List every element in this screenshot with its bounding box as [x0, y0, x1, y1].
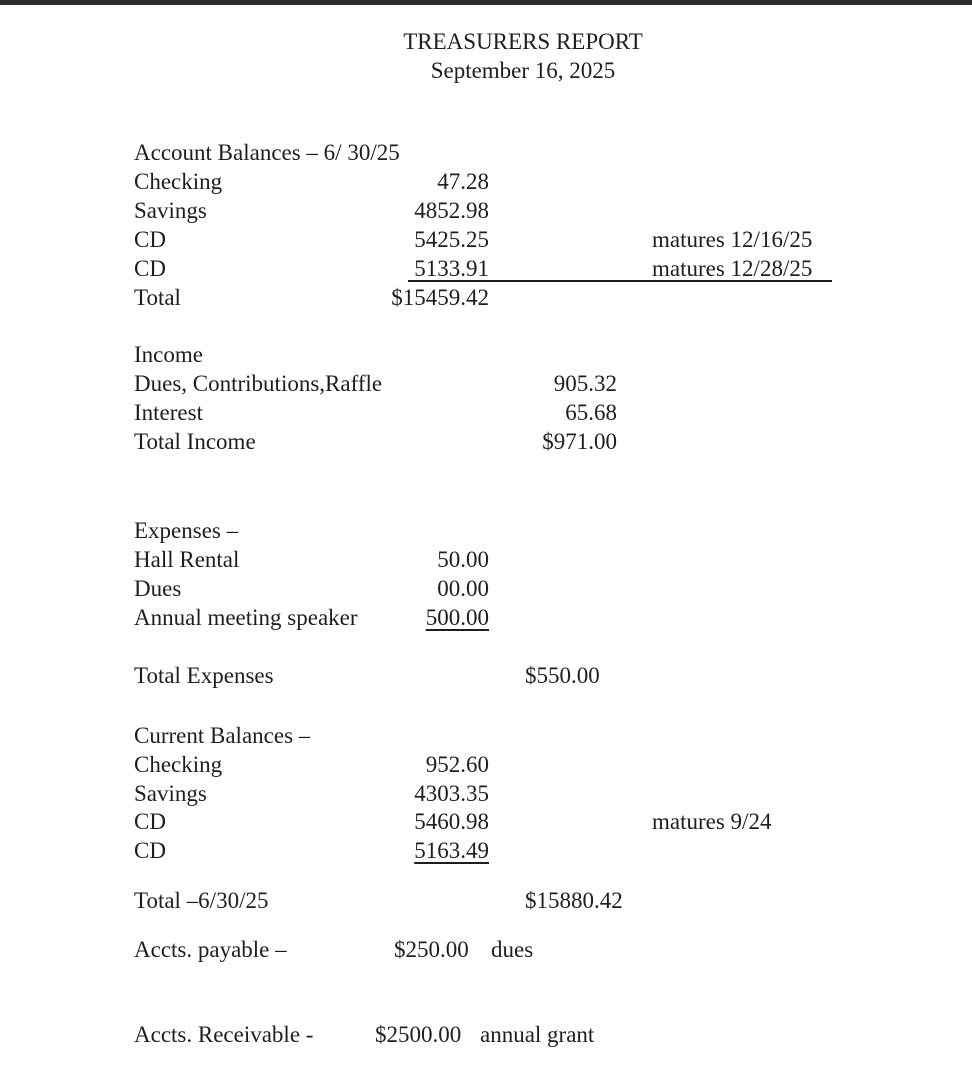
- table-row: [0, 576, 972, 604]
- row-amount: 952.60: [425, 752, 489, 777]
- report-title: TREASURERS REPORT: [403, 29, 643, 54]
- table-row: [0, 752, 972, 780]
- table-row: [0, 227, 972, 255]
- table-row-total-expenses: [0, 663, 972, 691]
- row-amount: 5460.98: [414, 809, 489, 834]
- row-label: Hall Rental: [134, 547, 240, 572]
- table-row: [0, 809, 972, 837]
- table-row: [0, 371, 972, 399]
- row-label: CD: [134, 227, 166, 252]
- row-label: Savings: [134, 781, 207, 806]
- row-label: Savings: [134, 198, 207, 223]
- table-row: [0, 400, 972, 428]
- table-row-accounts-payable: [0, 937, 972, 965]
- row-note: annual grant: [480, 1022, 595, 1047]
- row-amount: $2500.00: [375, 1022, 462, 1047]
- row-amount: $250.00: [394, 937, 469, 962]
- row-label: CD: [134, 809, 166, 834]
- section-heading-income: [0, 342, 972, 370]
- table-row-accounts-receivable: [0, 1022, 972, 1050]
- table-row-total: [0, 429, 972, 457]
- row-label: Total –6/30/25: [134, 888, 269, 913]
- section-heading-account-balances: [0, 140, 972, 168]
- maturity-note: matures 9/24: [652, 809, 772, 834]
- row-amount: 50.00: [437, 547, 489, 572]
- row-amount: $15459.42: [391, 285, 489, 310]
- row-label: Total Income: [134, 429, 256, 454]
- row-note: dues: [491, 937, 534, 962]
- row-amount: 65.68: [565, 400, 617, 425]
- row-amount: 5133.91: [414, 256, 489, 281]
- section-heading-current-balances: [0, 723, 972, 751]
- row-amount: $15880.42: [525, 888, 623, 913]
- row-amount: 47.28: [437, 169, 489, 194]
- row-amount-underlined: 500.00: [425, 605, 489, 630]
- maturity-note: matures 12/28/25: [652, 256, 813, 281]
- report-date: September 16, 2025: [430, 58, 616, 83]
- heading-text: Current Balances –: [134, 723, 311, 748]
- table-row: [0, 838, 972, 866]
- heading-text: Expenses –: [134, 518, 239, 543]
- row-label: CD: [134, 838, 166, 863]
- row-label: Accts. Receivable -: [134, 1022, 314, 1047]
- row-label: Interest: [134, 400, 203, 425]
- row-label: Dues, Contributions,Raffle: [134, 371, 383, 396]
- heading-text: Account Balances – 6/ 30/25: [134, 140, 400, 165]
- section-heading-expenses: [0, 518, 972, 546]
- row-label: CD: [134, 256, 166, 281]
- table-row-current-total: [0, 888, 972, 916]
- row-amount: $550.00: [525, 663, 600, 688]
- row-label: Checking: [134, 169, 223, 194]
- table-row: [0, 781, 972, 809]
- row-label: Total: [134, 285, 181, 310]
- table-row: [0, 547, 972, 575]
- row-label: Checking: [134, 752, 223, 777]
- scan-artifact-top-bar: [0, 0, 972, 5]
- table-row: [0, 169, 972, 197]
- table-row-total: [0, 285, 972, 313]
- heading-text: Income: [134, 342, 203, 367]
- row-amount: 00.00: [437, 576, 489, 601]
- row-amount: 4852.98: [414, 198, 489, 223]
- row-amount-underlined: 5163.49: [414, 838, 489, 863]
- row-label: Total Expenses: [134, 663, 274, 688]
- total-rule-line: [408, 280, 832, 282]
- row-amount: $971.00: [542, 429, 617, 454]
- row-amount: 905.32: [553, 371, 617, 396]
- row-amount: 5425.25: [414, 227, 489, 252]
- table-row: [0, 605, 972, 633]
- row-label: Dues: [134, 576, 182, 601]
- table-row: [0, 198, 972, 226]
- row-label: Annual meeting speaker: [134, 605, 358, 630]
- row-amount: 4303.35: [414, 781, 489, 806]
- maturity-note: matures 12/16/25: [652, 227, 813, 252]
- row-label: Accts. payable –: [134, 937, 287, 962]
